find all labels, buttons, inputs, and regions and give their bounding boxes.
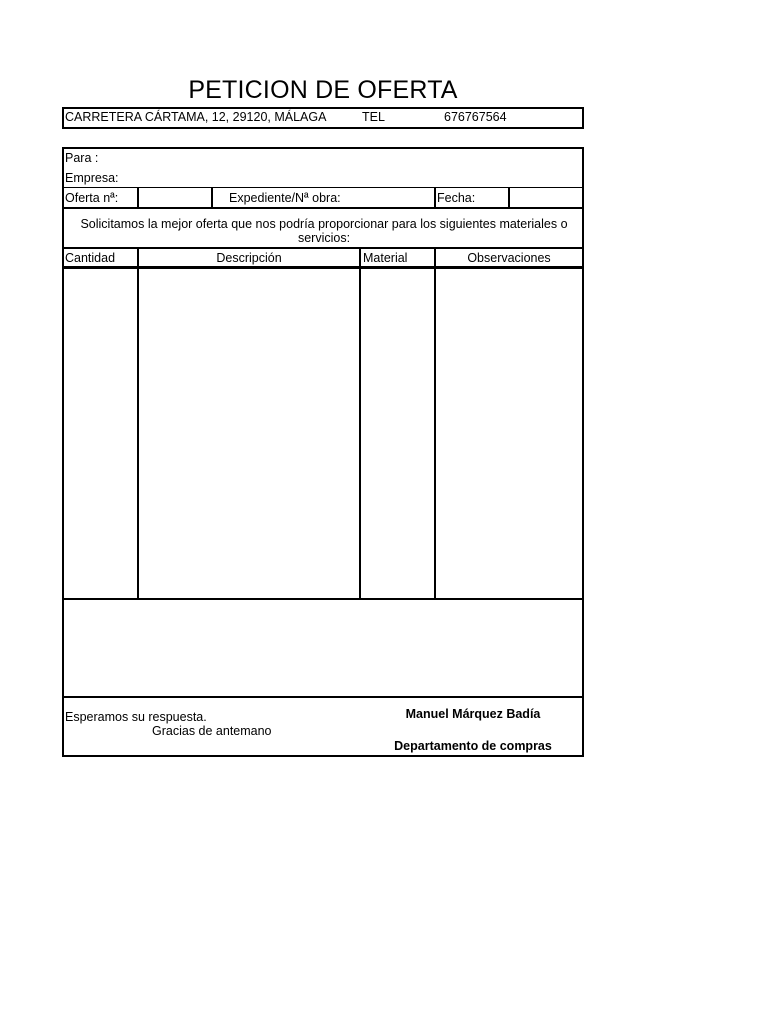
oferta-row-top-line: [63, 187, 583, 188]
table-header-descripcion: Descripción: [216, 251, 282, 265]
para-label: Para :: [65, 151, 99, 165]
material-column-body[interactable]: [361, 270, 434, 598]
table-header-cantidad: Cantidad: [65, 251, 116, 265]
table-bottom-line: [63, 598, 583, 600]
intro-text: Solicitamos la mejor oferta que nos podría proporcionar para los siguientes materiales o servicios:: [80, 217, 568, 245]
table-header-top-line: [63, 247, 583, 249]
footer-top-line: [63, 696, 583, 698]
expediente-label: Expediente/Nª obra:: [229, 191, 341, 205]
cantidad-column-body[interactable]: [64, 270, 137, 598]
oferta-divider: [211, 187, 213, 208]
signer-department: Departamento de compras: [394, 739, 552, 753]
thanks-text: Gracias de antemano: [152, 724, 272, 738]
table-header-material: Material: [363, 251, 408, 265]
observaciones-column-body[interactable]: [436, 270, 582, 598]
table-header-observaciones: Observaciones: [467, 251, 551, 265]
address-tel-value: 676767564: [444, 110, 507, 124]
intro-row-top-line: [63, 207, 583, 209]
fecha-divider: [434, 187, 436, 208]
address-tel-label: TEL: [362, 110, 385, 124]
fecha-value-field[interactable]: [508, 187, 510, 208]
table-header-bottom-line: [63, 266, 583, 269]
closing-text: Esperamos su respuesta.: [65, 710, 207, 724]
empresa-label: Empresa:: [65, 171, 119, 185]
page-title: PETICION DE OFERTA: [188, 76, 458, 104]
oferta-label: Oferta nª:: [65, 191, 119, 205]
address-street: CARRETERA CÁRTAMA, 12, 29120, MÁLAGA: [65, 110, 327, 124]
descripcion-column-body[interactable]: [139, 270, 359, 598]
fecha-label: Fecha:: [437, 191, 476, 205]
notes-area[interactable]: [64, 601, 582, 695]
signer-name: Manuel Márquez Badía: [405, 707, 541, 721]
oferta-value-field[interactable]: [137, 187, 139, 208]
